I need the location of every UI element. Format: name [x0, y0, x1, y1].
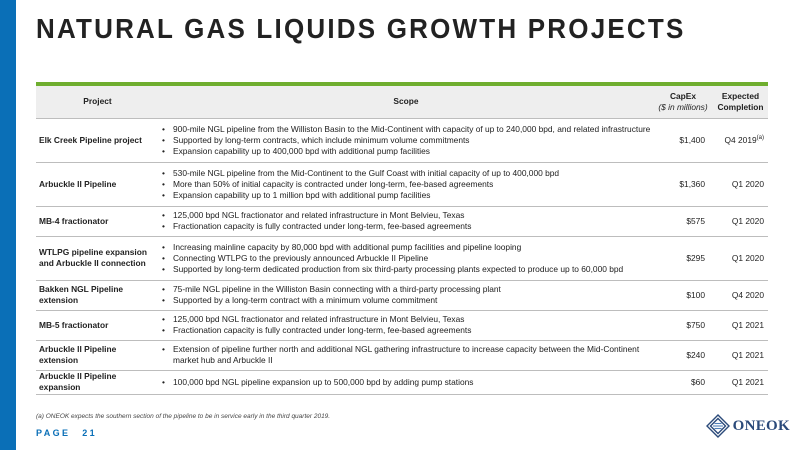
footnote: (a) ONEOK expects the southern section of the pipeline to be in service early in the third quarter 2019.	[36, 413, 331, 420]
completion-value: Q4 2020	[731, 289, 764, 300]
completion-value: Q4 2019	[724, 134, 757, 145]
scope-item: • Fractionation capacity is fully contracted under long-term, fee-based agreements	[159, 221, 653, 232]
completion-cell	[713, 162, 768, 206]
scope-item: • Extension of pipeline further north and additional NGL gathering infrastructure to increase capacity between the Mid-Continent market hub and Arbuckle II	[159, 344, 653, 366]
completion-cell	[713, 370, 768, 394]
scope-item: • Expansion capability up to 400,000 bpd with additional pump facilities	[159, 146, 653, 157]
completion-cell	[713, 118, 768, 162]
completion-value: Q1 2020	[731, 178, 764, 189]
scope-list	[159, 165, 653, 204]
completion-cell	[713, 340, 768, 370]
project-scope	[159, 280, 653, 310]
header-scope: Scope	[393, 96, 419, 107]
scope-list	[159, 121, 653, 160]
scope-item: • Expansion capability up to 1 million bpd with additional pump facilities	[159, 190, 653, 201]
header-capex-label: CapEx	[669, 90, 697, 101]
page-number-label	[36, 428, 97, 438]
scope-item: • 530-mile NGL pipeline from the Mid-Continent to the Gulf Coast with initial capacity of up to 400,000 bpd	[159, 168, 653, 179]
header-capex	[653, 86, 713, 118]
header-capex-unit: ($ in millions)	[658, 101, 708, 112]
scope-list	[159, 341, 653, 369]
capex-value: $1,360	[679, 178, 705, 189]
capex-value: $100	[686, 289, 705, 300]
scope-list	[159, 374, 653, 391]
project-name: Arbuckle II Pipeline	[39, 178, 117, 189]
logo-wordmark: ONEOK	[732, 417, 790, 434]
capex-value: $240	[686, 349, 705, 360]
project-name: WTLPG pipeline expansion and Arbuckle II connection	[39, 247, 147, 268]
scope-list	[159, 207, 653, 235]
project-scope	[159, 118, 653, 162]
header-project: Project	[83, 96, 112, 107]
completion-cell	[713, 310, 768, 340]
page-title: NATURAL GAS LIQUIDS GROWTH PROJECTS	[36, 12, 686, 45]
project-scope	[159, 370, 653, 394]
completion-cell	[713, 236, 768, 280]
page-number: 21	[82, 428, 98, 438]
scope-item: • 900-mile NGL pipeline from the Williston Basin to the Mid-Continent with capacity of up to 240,000 bpd, and related infrastructure	[159, 124, 653, 135]
scope-item: • 125,000 bpd NGL fractionator and related infrastructure in Mont Belvieu, Texas	[159, 314, 653, 325]
header-completion-line1: Expected	[721, 90, 760, 101]
project-name: MB-4 fractionator	[39, 215, 109, 226]
scope-item: • Connecting WTLPG to the previously announced Arbuckle II Pipeline	[159, 253, 653, 264]
scope-item: • More than 50% of initial capacity is contracted under long-term, fee-based agreements	[159, 179, 653, 190]
table-row	[36, 236, 768, 280]
scope-list	[159, 311, 653, 339]
table-body	[36, 118, 768, 394]
scope-list	[159, 239, 653, 278]
scope-item: • 125,000 bpd NGL fractionator and related infrastructure in Mont Belvieu, Texas	[159, 210, 653, 221]
table-row	[36, 340, 768, 370]
project-name: MB-5 fractionator	[39, 319, 109, 330]
scope-item: • 75-mile NGL pipeline in the Williston Basin connecting with a third-party processing plant	[159, 284, 653, 295]
completion-cell	[713, 280, 768, 310]
completion-value: Q1 2021	[731, 376, 764, 387]
project-scope	[159, 162, 653, 206]
header-completion-line2: Completion	[717, 101, 764, 112]
scope-list	[159, 281, 653, 309]
completion-footnote-marker: (a)	[756, 134, 764, 141]
project-name: Arbuckle II Pipeline extension	[39, 344, 117, 365]
oneok-diamond-logo-icon	[706, 414, 730, 438]
table-row	[36, 310, 768, 340]
table-row	[36, 370, 768, 394]
scope-item: • Supported by a long-term contract with a minimum volume commitment	[159, 295, 653, 306]
left-accent-bar	[0, 0, 16, 450]
header-completion	[713, 86, 768, 118]
table-row	[36, 118, 768, 162]
scope-item: • Increasing mainline capacity by 80,000 bpd with additional pump facilities and pipeline looping	[159, 242, 653, 253]
project-scope	[159, 340, 653, 370]
capex-value: $295	[686, 252, 705, 263]
capex-value: $60	[691, 376, 705, 387]
scope-item: • 100,000 bpd NGL pipeline expansion up to 500,000 bpd by adding pump stations	[159, 377, 653, 388]
table-row	[36, 280, 768, 310]
scope-item: • Supported by long-term contracts, which include minimum volume commitments	[159, 135, 653, 146]
scope-item: • Supported by long-term dedicated production from six third-party processing plants expected to produce up to 60,000 bpd	[159, 264, 653, 275]
project-scope	[159, 206, 653, 236]
capex-value: $575	[686, 215, 705, 226]
project-name: Arbuckle II Pipeline expansion	[39, 371, 117, 392]
capex-value: $1,400	[679, 134, 705, 145]
completion-value: Q1 2021	[731, 349, 764, 360]
completion-cell	[713, 206, 768, 236]
project-scope	[159, 236, 653, 280]
table-header-row	[36, 86, 768, 118]
oneok-logo	[706, 414, 790, 438]
completion-value: Q1 2021	[731, 319, 764, 330]
table-row	[36, 162, 768, 206]
page-label-text: PAGE	[36, 428, 71, 438]
project-name: Bakken NGL Pipeline extension	[39, 284, 124, 305]
completion-value: Q1 2020	[731, 252, 764, 263]
project-name: Elk Creek Pipeline project	[39, 134, 142, 145]
projects-table	[36, 86, 768, 395]
capex-value: $750	[686, 319, 705, 330]
scope-item: • Fractionation capacity is fully contracted under long-term, fee-based agreements	[159, 325, 653, 336]
project-scope	[159, 310, 653, 340]
completion-value: Q1 2020	[731, 215, 764, 226]
table-row	[36, 206, 768, 236]
